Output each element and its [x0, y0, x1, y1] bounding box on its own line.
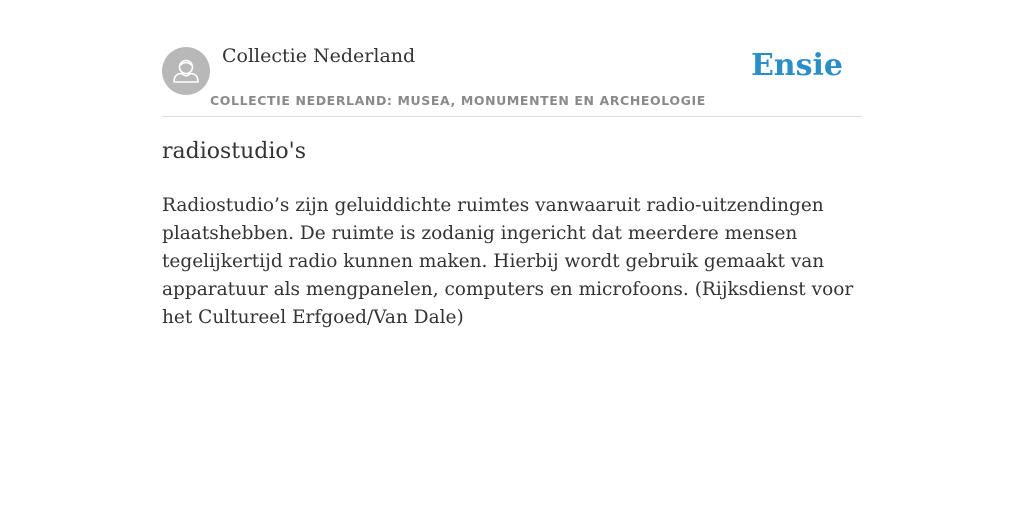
- user-avatar-icon[interactable]: [162, 47, 210, 95]
- author-name[interactable]: Collectie Nederland: [222, 45, 416, 67]
- ensie-logo[interactable]: Ensie: [750, 48, 843, 83]
- article-title: radiostudio's: [162, 139, 306, 164]
- article-header: [162, 44, 862, 117]
- author-subtitle: COLLECTIE NEDERLAND: MUSEA, MONUMENTEN EN ARCHEOLOGIE: [210, 93, 706, 108]
- article-body: Radiostudio’s zijn geluiddichte ruimtes vanwaaruit radio-uitzendingen plaatshebben. De ruimte is zodanig ingericht dat meerdere mensen tegelijkertijd radio kunnen maken. Hierbij wordt gebruik gemaakt van apparatuur als mengpanelen, computers en microfoons. (Rijksdienst voor het Cultureel Erfgoed/Van Dale): [162, 195, 854, 328]
